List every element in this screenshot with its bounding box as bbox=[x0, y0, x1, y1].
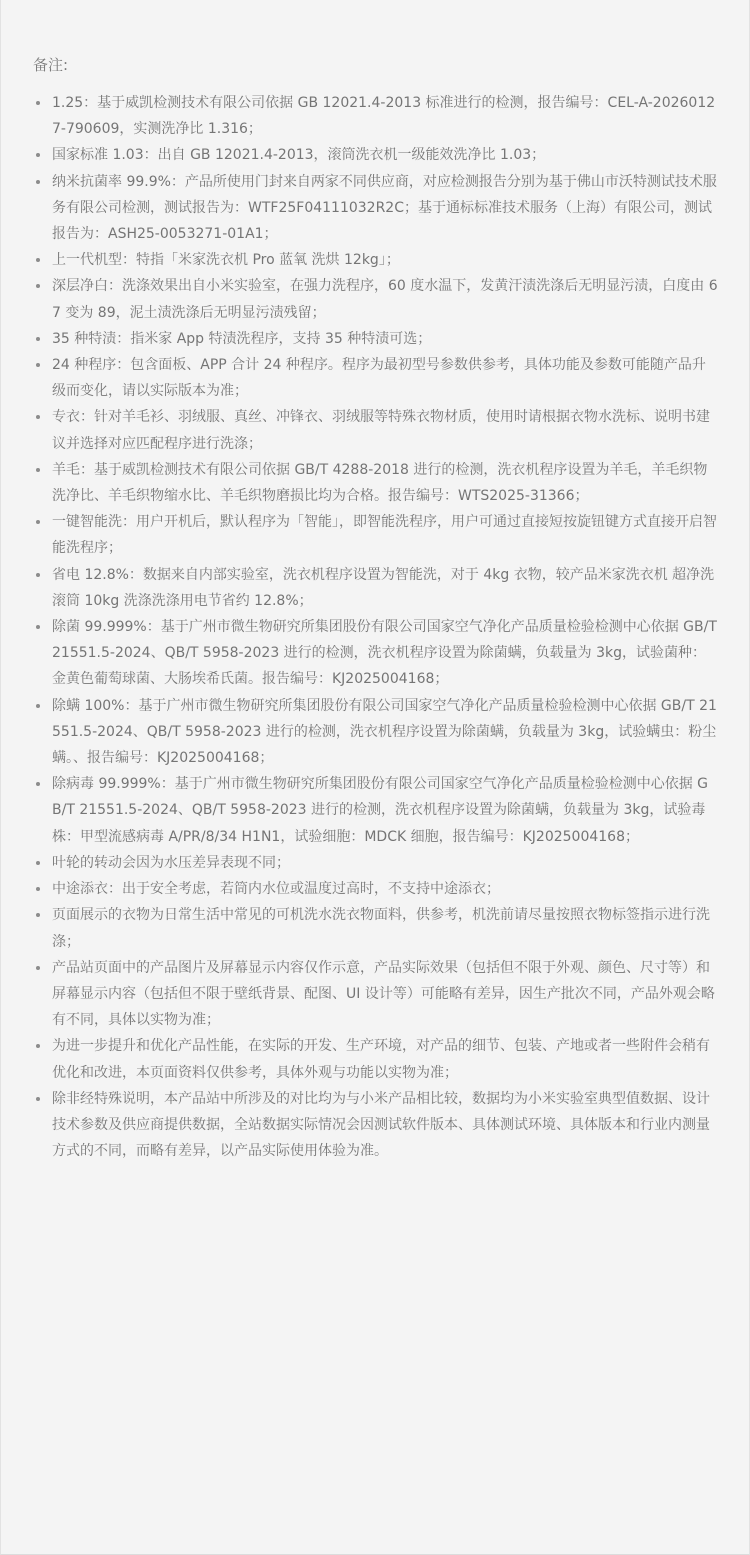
note-item bbox=[33, 1033, 719, 1085]
note-text: 叶轮的转动会因为水压差异表现不同； bbox=[52, 854, 290, 871]
bullet-dot-icon bbox=[36, 782, 40, 786]
bullet-dot-icon bbox=[36, 887, 40, 891]
note-text: 产品站页面中的产品图片及屏幕显示内容仅作示意，产品实际效果（包括但不限于外观、颜色、尺寸等）和屏幕显示内容（包括但不限于壁纸背景、配图、UI 设计等）可能略有差异，因生产批次不同，产品外观会略有不同，具体以实物为准； bbox=[52, 959, 715, 1029]
note-text: 除非经特殊说明，本产品站中所涉及的对比均为与小米产品相比较，数据均为小米实验室典型值数据、设计技术参数及供应商提供数据，全站数据实际情况会因测试软件版本、具体测试环境、具体版本和行业内测量方式的不同，而略有差异，以产品实际使用体验为准。 bbox=[52, 1090, 710, 1160]
note-item bbox=[33, 169, 719, 248]
note-text: 上一代机型：特指「米家洗衣机 Pro 蓝氧 洗烘 12kg」； bbox=[52, 252, 400, 269]
note-item bbox=[33, 273, 719, 325]
note-text: 纳米抗菌率 99.9%：产品所使用门封来自两家不同供应商，对应检测报告分别为基于佛山市沃特测试技术服务有限公司检测，测试报告为：WTF25F04111032R2C；基于通标标准技术服务（上海）有限公司，测试报告为：ASH25-0053271-01A1； bbox=[52, 173, 717, 243]
note-item bbox=[33, 562, 719, 614]
note-text: 24 种程序：包含面板、APP 合计 24 种程序。程序为最初型号参数供参考，具体功能及参数可能随产品升级而变化，请以实际版本为准； bbox=[52, 357, 706, 400]
notes-title: 备注: bbox=[33, 56, 69, 74]
note-text: 1.25：基于威凯检测技术有限公司依据 GB 12021.4-2013 标准进行的检测，报告编号：CEL-A-20260127-790609，实测洗净比 1.316； bbox=[52, 95, 716, 138]
bullet-dot-icon bbox=[36, 363, 40, 367]
note-item bbox=[33, 247, 719, 273]
bullet-dot-icon bbox=[36, 284, 40, 288]
note-item bbox=[33, 771, 719, 850]
note-text: 除菌 99.999%：基于广州市微生物研究所集团股份有限公司国家空气净化产品质量检验检测中心依据 GB/T 21551.5-2024、QB/T 5958-2023 进行的检测，洗衣机程序设置为除菌螨，负载量为 3kg，试验菌种：金黄色葡萄球菌、大肠埃希氏菌。报告编号：KJ2025004168； bbox=[52, 619, 717, 688]
bullet-dot-icon bbox=[36, 520, 40, 524]
bullet-dot-icon bbox=[36, 153, 40, 157]
note-item bbox=[33, 90, 719, 142]
bullet-dot-icon bbox=[36, 1097, 40, 1101]
note-text: 深层净白：洗涤效果出自小米实验室，在强力洗程序，60 度水温下，发黄汗渍洗涤后无明显污渍，白度由 67 变为 89，泥土渍洗涤后无明显污渍残留； bbox=[52, 278, 718, 321]
notes-list bbox=[33, 90, 719, 1164]
note-item bbox=[33, 509, 719, 561]
note-text: 35 种特渍：指米家 App 特渍洗程序，支持 35 种特渍可选； bbox=[52, 330, 432, 347]
bullet-dot-icon bbox=[36, 1044, 40, 1048]
bullet-dot-icon bbox=[36, 180, 40, 184]
note-item bbox=[33, 1086, 719, 1165]
bullet-dot-icon bbox=[36, 337, 40, 341]
note-item bbox=[33, 693, 719, 772]
bullet-dot-icon bbox=[36, 573, 40, 577]
bullet-dot-icon bbox=[36, 625, 40, 629]
note-text: 中途添衣：出于安全考虑，若筒内水位或温度过高时，不支持中途添衣； bbox=[52, 881, 500, 898]
note-item bbox=[33, 404, 719, 456]
note-text: 页面展示的衣物为日常生活中常见的可机洗水洗衣物面料，供参考，机洗前请尽量按照衣物标签指示进行洗涤； bbox=[52, 907, 710, 950]
note-item bbox=[33, 614, 719, 693]
note-text: 一键智能洗：用户开机后，默认程序为「智能」，即智能洗程序，用户可通过直接短按旋钮键方式直接开启智能洗程序； bbox=[52, 514, 717, 557]
bullet-dot-icon bbox=[36, 415, 40, 419]
note-text: 省电 12.8%：数据来自内部实验室，洗衣机程序设置为智能洗，对于 4kg 衣物，较产品米家洗衣机 超净洗 滚筒 10kg 洗涤洗涤用电节省约 12.8%； bbox=[52, 566, 715, 609]
bullet-dot-icon bbox=[36, 861, 40, 865]
note-item bbox=[33, 876, 719, 902]
bullet-dot-icon bbox=[36, 468, 40, 472]
bullet-dot-icon bbox=[36, 704, 40, 708]
note-item bbox=[33, 457, 719, 509]
note-text: 国家标准 1.03：出自 GB 12021.4-2013，滚筒洗衣机一级能效洗净比 1.03； bbox=[52, 147, 546, 164]
note-item bbox=[33, 352, 719, 404]
note-text: 除螨 100%：基于广州市微生物研究所集团股份有限公司国家空气净化产品质量检验检测中心依据 GB/T 21551.5-2024、QB/T 5958-2023 进行的检测，洗衣机程序设置为除菌螨，负载量为 3kg，试验螨虫：粉尘螨。、报告编号：KJ2025004168； bbox=[52, 697, 717, 767]
note-item bbox=[33, 326, 719, 352]
note-item bbox=[33, 850, 719, 876]
note-text: 专衣：针对羊毛衫、羽绒服、真丝、冲锋衣、羽绒服等特殊衣物材质，使用时请根据衣物水洗标、说明书建议并选择对应匹配程序进行洗涤； bbox=[52, 409, 710, 452]
notes-section bbox=[33, 52, 719, 1164]
bullet-dot-icon bbox=[36, 258, 40, 262]
note-text: 为进一步提升和优化产品性能，在实际的开发、生产环境，对产品的细节、包装、产地或者一些附件会稍有优化和改进，本页面资料仅供参考，具体外观与功能以实物为准； bbox=[52, 1038, 710, 1081]
note-item bbox=[33, 955, 719, 1034]
bullet-dot-icon bbox=[36, 966, 40, 970]
note-text: 羊毛：基于威凯检测技术有限公司依据 GB/T 4288-2018 进行的检测，洗衣机程序设置为羊毛，羊毛织物洗净比、羊毛织物缩水比、羊毛织物磨损比均为合格。报告编号：WTS2025-31366； bbox=[52, 461, 708, 505]
note-text: 除病毒 99.999%：基于广州市微生物研究所集团股份有限公司国家空气净化产品质量检验检测中心依据 GB/T 21551.5-2024、QB/T 5958-2023 进行的检测，洗衣机程序设置为除菌螨，负载量为 3kg，试验毒株：甲型流感病毒 A/PR/8/34 H1N1，试验细胞：MDCK 细胞，报告编号：KJ2025004168； bbox=[52, 776, 709, 845]
note-item bbox=[33, 902, 719, 954]
note-item bbox=[33, 142, 719, 168]
bullet-dot-icon bbox=[36, 913, 40, 917]
bullet-dot-icon bbox=[36, 101, 40, 105]
